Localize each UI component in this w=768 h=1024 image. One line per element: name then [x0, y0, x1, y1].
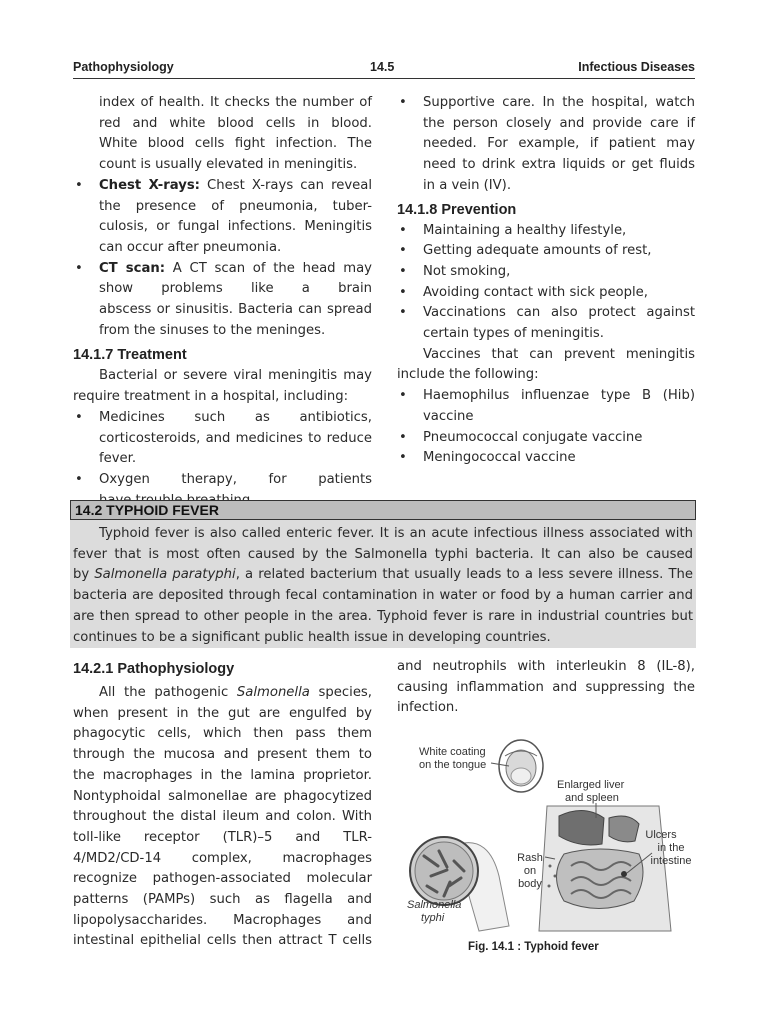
bullet-icon: • — [399, 450, 407, 466]
italic-species: Salmonella — [236, 685, 310, 700]
text-line: abscess or sinusitis. Bacteria can spread — [99, 302, 372, 318]
text-line: lipopolysaccharides. Macrophages and — [73, 912, 372, 928]
blood-test-continuation — [73, 93, 372, 176]
bullet-icon: • — [399, 243, 407, 259]
torso-illustration — [539, 806, 671, 931]
label-salmonella: Salmonella typhi — [407, 899, 462, 924]
text-line: corticosteroids, and medicines to reduce — [99, 430, 372, 446]
text-line: Vaccines that can prevent meningitis — [423, 346, 695, 362]
text-line: through the mucosa and present them to — [73, 747, 372, 763]
text-line: when present in the gut are engulfed by — [73, 705, 372, 721]
bullet-icon: • — [399, 388, 407, 404]
tongue-illustration — [499, 740, 543, 792]
treatment-intro — [73, 366, 372, 407]
prevention-heading: 14.1.8 Prevention — [397, 201, 517, 218]
term-label: CT scan: — [99, 260, 166, 276]
typhoid-heading: 14.2 TYPHOID FEVER — [70, 500, 696, 520]
text-line: include the following: — [397, 367, 539, 383]
text-line: certain types of meningitis. — [423, 326, 604, 342]
text-line: the macrophages in the lamina proprietor. — [73, 767, 372, 783]
left-column-top — [73, 93, 372, 511]
text-line: index of health. It checks the number of — [99, 95, 372, 110]
text-line: red and white blood cells in blood. — [99, 115, 372, 131]
header-rule — [73, 78, 695, 79]
left-column-bottom — [73, 657, 372, 952]
text-line: the presence of pneumonia, tuber- — [99, 198, 372, 214]
pathophysiology-heading: 14.2.1 Pathophysiology — [73, 661, 235, 677]
header-left: Pathophysiology — [73, 60, 174, 74]
text-line: Getting adequate amounts of rest, — [423, 243, 652, 259]
text-line: recognize pathogen-associated molecular — [73, 871, 372, 887]
text-line: needed. For example, if patient may — [423, 136, 695, 152]
text-line: Supportive care. In the hospital, watch — [423, 95, 695, 110]
text-fragment: by — [73, 567, 95, 583]
bullet-medicines — [73, 408, 372, 470]
right-column-bottom — [397, 657, 695, 719]
bullet-ct-scan — [73, 259, 372, 342]
text-line: fever. — [99, 451, 137, 467]
prevention-item-vaccinations — [397, 303, 695, 344]
text-line: causing inflammation and suppressing the — [397, 679, 695, 695]
bullet-icon: • — [75, 409, 83, 425]
text-line: bacteria are deposited through fecal contamination in water or food by a human carrier and — [73, 588, 693, 604]
vaccines-intro — [397, 345, 695, 386]
bullet-icon: • — [399, 284, 407, 300]
text-line: are then spread to other people in the area. Typhoid fever is rare in industrial countries but — [73, 608, 693, 624]
text-line: in a vein (IV). — [423, 177, 512, 193]
text-line: infection. — [397, 700, 459, 716]
text-line: and neutrophils with interleukin 8 (IL-8), — [397, 659, 695, 674]
text-line: need to drink extra liquids or get fluids — [423, 157, 695, 173]
text-line: vaccine — [423, 408, 474, 424]
prevention-item — [397, 241, 695, 262]
text-line: Not smoking, — [423, 263, 511, 279]
text-line: toll-like receptor (TLR)–5 and TLR- — [73, 829, 372, 845]
right-column-top — [397, 93, 695, 469]
text-line: Vaccinations can also protect against — [423, 305, 695, 321]
bullet-supportive-care — [397, 93, 695, 197]
prevention-item — [397, 221, 695, 242]
text-line: culosis, or fungal infections. Meningitis — [99, 219, 372, 235]
text-fragment: All the pathogenic — [99, 685, 237, 700]
typhoid-illustration — [399, 726, 697, 938]
text-line: Haemophilus influenzae type B (Hib) — [423, 388, 695, 404]
text-line: A CT scan of the head may — [165, 260, 372, 276]
label-ulcers: Ulcers in the intestine — [645, 829, 692, 867]
bullet-icon: • — [399, 305, 407, 321]
text-line-salmonella — [73, 565, 693, 586]
text-line: 4/MD2/CD-14 complex, macrophages — [73, 850, 372, 866]
text-line-salmonella-species — [73, 683, 372, 704]
bullet-icon: • — [399, 429, 407, 445]
text-line: continues to be a significant public health issue in developing countries. — [73, 629, 551, 645]
text-line: count is usually elevated in meningitis. — [99, 157, 358, 173]
prevention-item — [397, 283, 695, 304]
header-right: Infectious Diseases — [578, 60, 695, 74]
text-line: from the sinuses to the meninges. — [99, 322, 326, 338]
text-line: require treatment in a hospital, including: — [73, 389, 349, 405]
text-line: Pneumococcal conjugate vaccine — [423, 429, 643, 445]
vaccine-item — [397, 448, 695, 469]
italic-species: Salmonella paratyphi — [94, 567, 236, 583]
text-line: Nontyphoidal salmonellae are phagocytized — [73, 788, 372, 804]
text-line: the person closely and provide care if — [423, 115, 695, 131]
text-line: White blood cells fight infection. The — [99, 136, 372, 152]
page-header — [73, 58, 695, 78]
prevention-item — [397, 262, 695, 283]
bullet-icon: • — [75, 260, 83, 276]
bullet-icon: • — [75, 471, 83, 487]
bullet-icon: • — [399, 95, 407, 110]
text-line: intestinal epithelial cells then attract T cells — [73, 933, 372, 949]
text-line: Bacterial or severe viral meningitis may — [99, 368, 372, 384]
typhoid-figure — [399, 726, 697, 958]
text-line: show problems like a brain — [99, 281, 372, 297]
vaccine-item — [397, 428, 695, 449]
vaccine-item — [397, 386, 695, 427]
text-line: Maintaining a healthy lifestyle, — [423, 222, 627, 238]
text-line: patterns (PAMPs) such as flagella and — [73, 892, 372, 908]
text-line: throughout the distal ileum and colon. With — [73, 809, 372, 825]
text-line: Oxygen therapy, for patients — [99, 471, 372, 487]
bullet-icon: • — [399, 222, 407, 238]
text-fragment: species, — [309, 685, 372, 700]
text-line: phagocytic cells, which then pass them — [73, 726, 372, 742]
text-line: fever that is most often caused by the Salmonella typhi bacteria. It can also be caused — [73, 546, 693, 562]
page-number: 14.5 — [370, 60, 395, 74]
label-tongue: White coating on the tongue — [419, 746, 487, 771]
text-line: can occur after pneumonia. — [99, 239, 282, 255]
typhoid-intro-box — [70, 520, 696, 648]
text-line: Meningococcal vaccine — [423, 450, 576, 466]
bullet-chest-xrays — [73, 176, 372, 259]
treatment-heading: 14.1.7 Treatment — [73, 347, 187, 364]
term-label: Chest X-rays: — [99, 177, 200, 193]
text-line: Avoiding contact with sick people, — [423, 284, 648, 300]
text-fragment: , a related bacterium that usually leads to a less severe illness. The — [235, 567, 693, 583]
text-line: Medicines such as antibiotics, — [99, 409, 372, 425]
bullet-icon: • — [75, 177, 83, 193]
text-line: Typhoid fever is also called enteric fever. It is an acute infectious illness associated with — [99, 526, 693, 541]
bullet-icon: • — [399, 263, 407, 279]
label-liver: Enlarged liver and spleen — [557, 779, 625, 804]
label-rash: Rash on body — [517, 852, 543, 890]
figure-caption: Fig. 14.1 : Typhoid fever — [468, 941, 599, 953]
text-line: Chest X-rays can reveal — [199, 177, 372, 193]
